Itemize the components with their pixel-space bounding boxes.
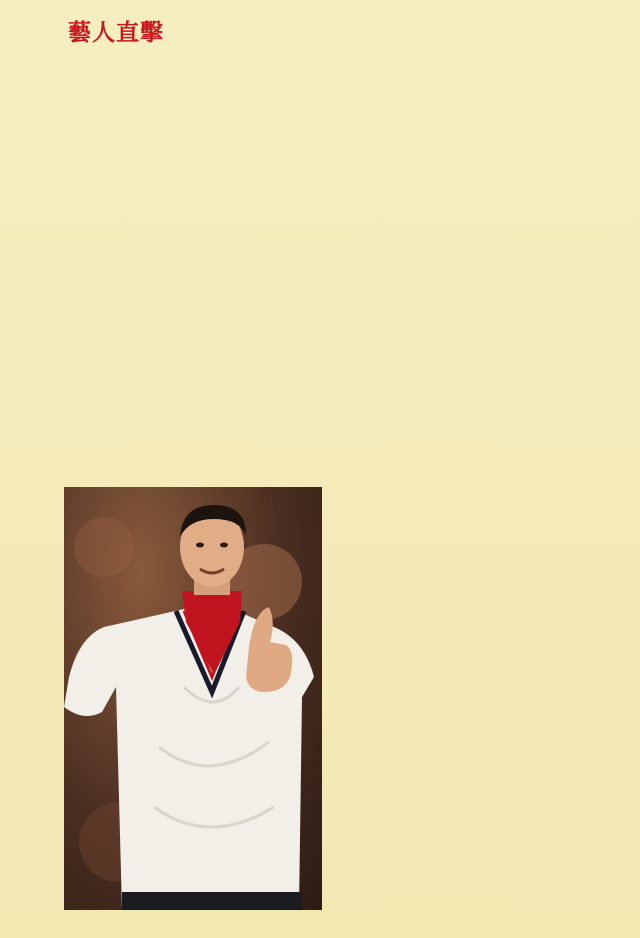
article-photo xyxy=(64,487,322,910)
section-label: 藝人直擊 xyxy=(68,20,164,46)
portrait-illustration xyxy=(64,487,322,910)
